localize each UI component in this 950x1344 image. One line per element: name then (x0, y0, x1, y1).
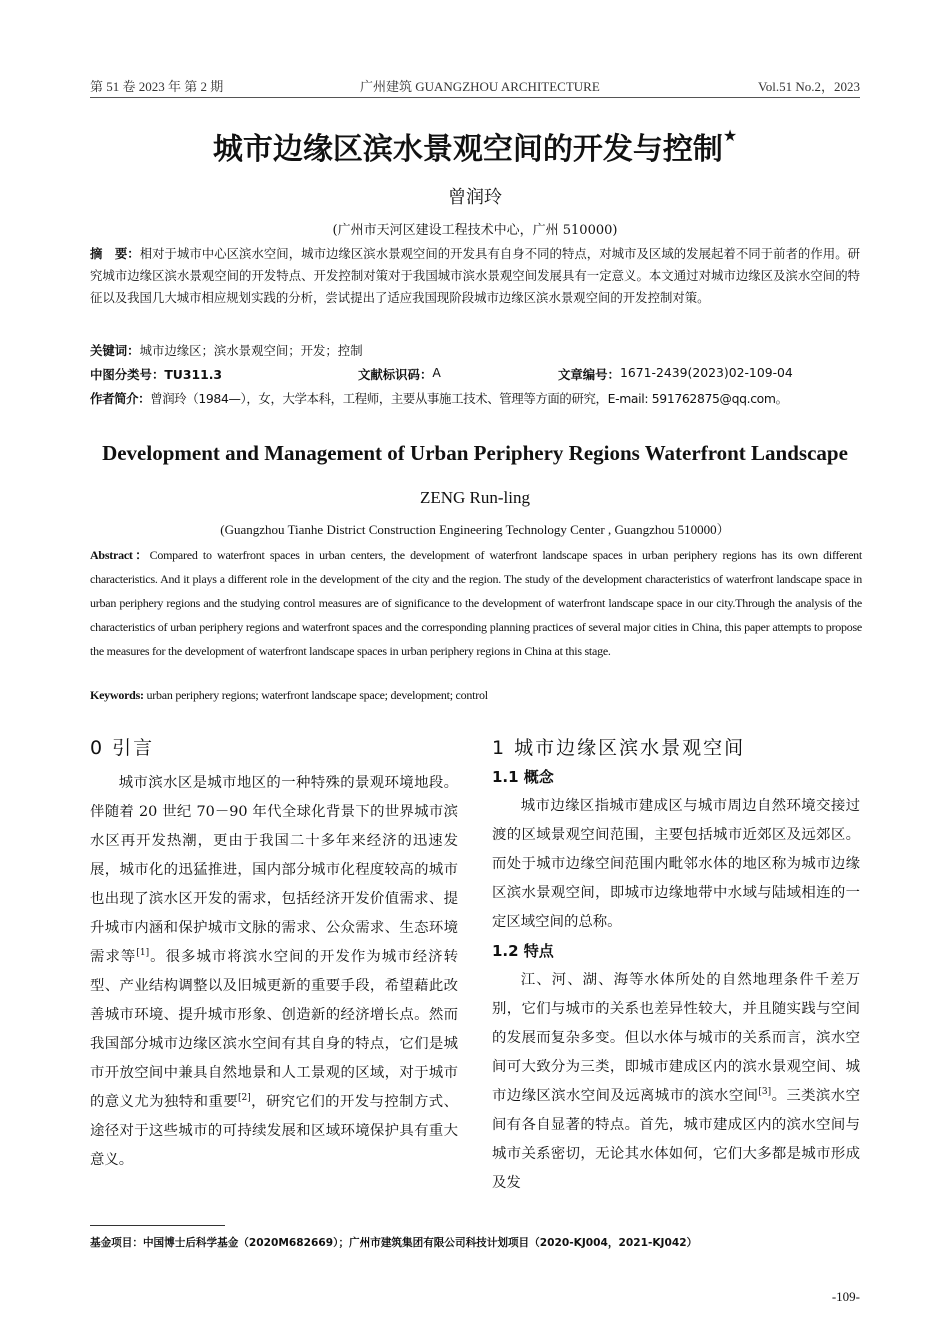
abstract-en-label: Abstract： (90, 548, 150, 562)
doc-code-label: 文献标识码： (358, 367, 433, 382)
paper-title-cn (90, 124, 860, 168)
article-number-label: 文章编号： (558, 367, 620, 382)
bio-text: 曾润玲（1984—），女，大学本科，工程师，主要从事施工技术、管理等方面的研究，E-mail: 591762875@qq.com。 (150, 391, 788, 406)
article-number-value: 1671-2439(2023)02-109-04 (619, 365, 793, 380)
abstract-cn-label: 摘 要： (90, 246, 140, 261)
citation-1: [1] (136, 948, 150, 959)
section-1-heading: 1 城市边缘区滨水景观空间 (492, 737, 746, 759)
section-0-paragraph (90, 769, 458, 1175)
subsection-1-2-heading: 1.2 特点 (492, 942, 554, 960)
abstract-cn (90, 243, 860, 309)
running-header (90, 76, 860, 96)
affiliation-en: (Guangzhou Tianhe District Construction Engineering Technology Center , Guangzhou 510000） (220, 522, 730, 537)
citation-2: [2] (238, 1093, 251, 1104)
keywords-cn (90, 341, 860, 363)
classification-row (90, 365, 860, 387)
para-text: 江、河、湖、海等水体所处的自然地理条件千差万别，它们与城市的关系也差异性较大，并且随实践与空间的发展而复杂多变。但以水体与城市的关系而言，滨水空间可大致分为三类，即城市建成区内的滨水景观空间、城市边缘区滨水空间及远离城市的滨水空间 (492, 972, 860, 1104)
page-number: -109- (831, 1289, 860, 1304)
funding-footnote: 基金项目：中国博士后科学基金（2020M682669）；广州市建筑集团有限公司科技计划项目（2020-KJ004，2021-KJ042） (90, 1237, 698, 1249)
author-bio (90, 389, 860, 411)
subsection-1-2-paragraph (492, 966, 860, 1198)
keywords-cn-text: 城市边缘区；滨水景观空间；开发；控制 (139, 343, 363, 358)
left-column (90, 734, 458, 1175)
para-text: 。三类滨水空间有各自显著的特点。首先，城市建成区内的滨水空间与城市关系密切，无论其水体如何，它们大多都是城市形成及发 (492, 1088, 860, 1191)
title-text: 城市边缘区滨水景观空间的开发与控制 (212, 132, 723, 167)
right-column (492, 734, 860, 1198)
para-text: ，研究它们的开发与控制方式、途径对于这些城市的可持续发展和区域环境保护具有重大意义。 (90, 1094, 458, 1168)
subsection-1-1-heading: 1.1 概念 (492, 768, 554, 786)
keywords-en-text: urban periphery regions; waterfront landscape space; development; control (143, 688, 488, 702)
keywords-en-label: Keywords: (90, 688, 144, 702)
para-text: 城市滨水区是城市地区的一种特殊的景观环境地段。伴随着 20 世纪 70－90 年代全球化背景下的世界城市滨水区再开发热潮，更由于我国二十多年来经济的迅速发展，城市化的迅猛推进，国内部分城市化程度较高的城市也出现了滨水区开发的需求，包括经济开发价值需求、提升城市内涵和保护城市文脉的需求、公众需求、生态环境需求等 (90, 775, 458, 965)
bio-label: 作者简介： (90, 391, 151, 406)
citation-3: [3] (758, 1087, 772, 1098)
footnote-rule (90, 1225, 225, 1226)
keywords-en (90, 688, 860, 703)
header-volume-issue: 第 51 卷 2023 年 第 2 期 (90, 79, 224, 94)
author-cn: 曾润玲 (448, 187, 502, 208)
section-0-heading: 0 引言 (90, 737, 155, 759)
star-icon: ★ (722, 126, 738, 145)
paper-title-en: Development and Management of Urban Periphery Regions Waterfront Landscape (102, 441, 848, 465)
clc-label: 中图分类号： (90, 367, 165, 382)
abstract-en (90, 543, 862, 663)
keywords-cn-label: 关键词： (90, 343, 140, 358)
abstract-cn-text: 相对于城市中心区滨水空间，城市边缘区滨水景观空间的开发具有自身不同的特点，对城市及区域的发展起着不同于前者的作用。研究城市边缘区滨水景观空间的开发特点、开发控制对策对于我国城市滨水景观空间发展具有一定意义。本文通过对城市边缘区及滨水空间的特征以及我国几大城市相应规划实践的分析，尝试提出了适应我国现阶段城市边缘区滨水景观空间的开发控制对策。 (90, 246, 861, 305)
header-rule (90, 97, 860, 98)
para-text: 。很多城市将滨水空间的开发作为城市经济转型、产业结构调整以及旧城更新的重要手段，希望藉此改善城市环境、提升城市形象、创造新的经济增长点。然而我国部分城市边缘区滨水空间有其自身的特点，它们是城市开放空间中兼具自然地景和人工景观的区域，对于城市的意义尤为独特和重要 (90, 949, 458, 1110)
header-journal-name: 广州建筑 GUANGZHOU ARCHITECTURE (360, 79, 600, 94)
subsection-1-1-paragraph: 城市边缘区指城市建成区与城市周边自然环境交接过渡的区域景观空间范围，主要包括城市近郊区及远郊区。而处于城市边缘空间范围内毗邻水体的地区称为城市边缘区滨水景观空间，即城市边缘地带中水域与陆域相连的一定区域空间的总称。 (492, 798, 860, 930)
doc-code-value: A (432, 365, 441, 380)
header-volume-en: Vol.51 No.2，2023 (758, 79, 860, 94)
clc-value: TU311.3 (164, 367, 223, 382)
abstract-en-text: Compared to waterfront spaces in urban centers, the development of waterfront landscape spaces in urban periphery regions has its own different characteristics. And it plays a different role in the development of the city and the region. The study of the development characteristics of waterfront landscape space in urban periphery regions and the studying control measures are of significance to the development of waterfront landscape space in our city.Through the analysis of the characteristics of urban periphery regions and waterfront spaces and the corresponding planning practices of several major cities in China, this paper attempts to propose the measures for the development of waterfront landscape spaces in urban periphery regions in China at this stage. (90, 548, 863, 658)
author-en: ZENG Run-ling (419, 488, 531, 507)
affiliation-cn: (广州市天河区建设工程技术中心，广州 510000) (332, 223, 618, 238)
